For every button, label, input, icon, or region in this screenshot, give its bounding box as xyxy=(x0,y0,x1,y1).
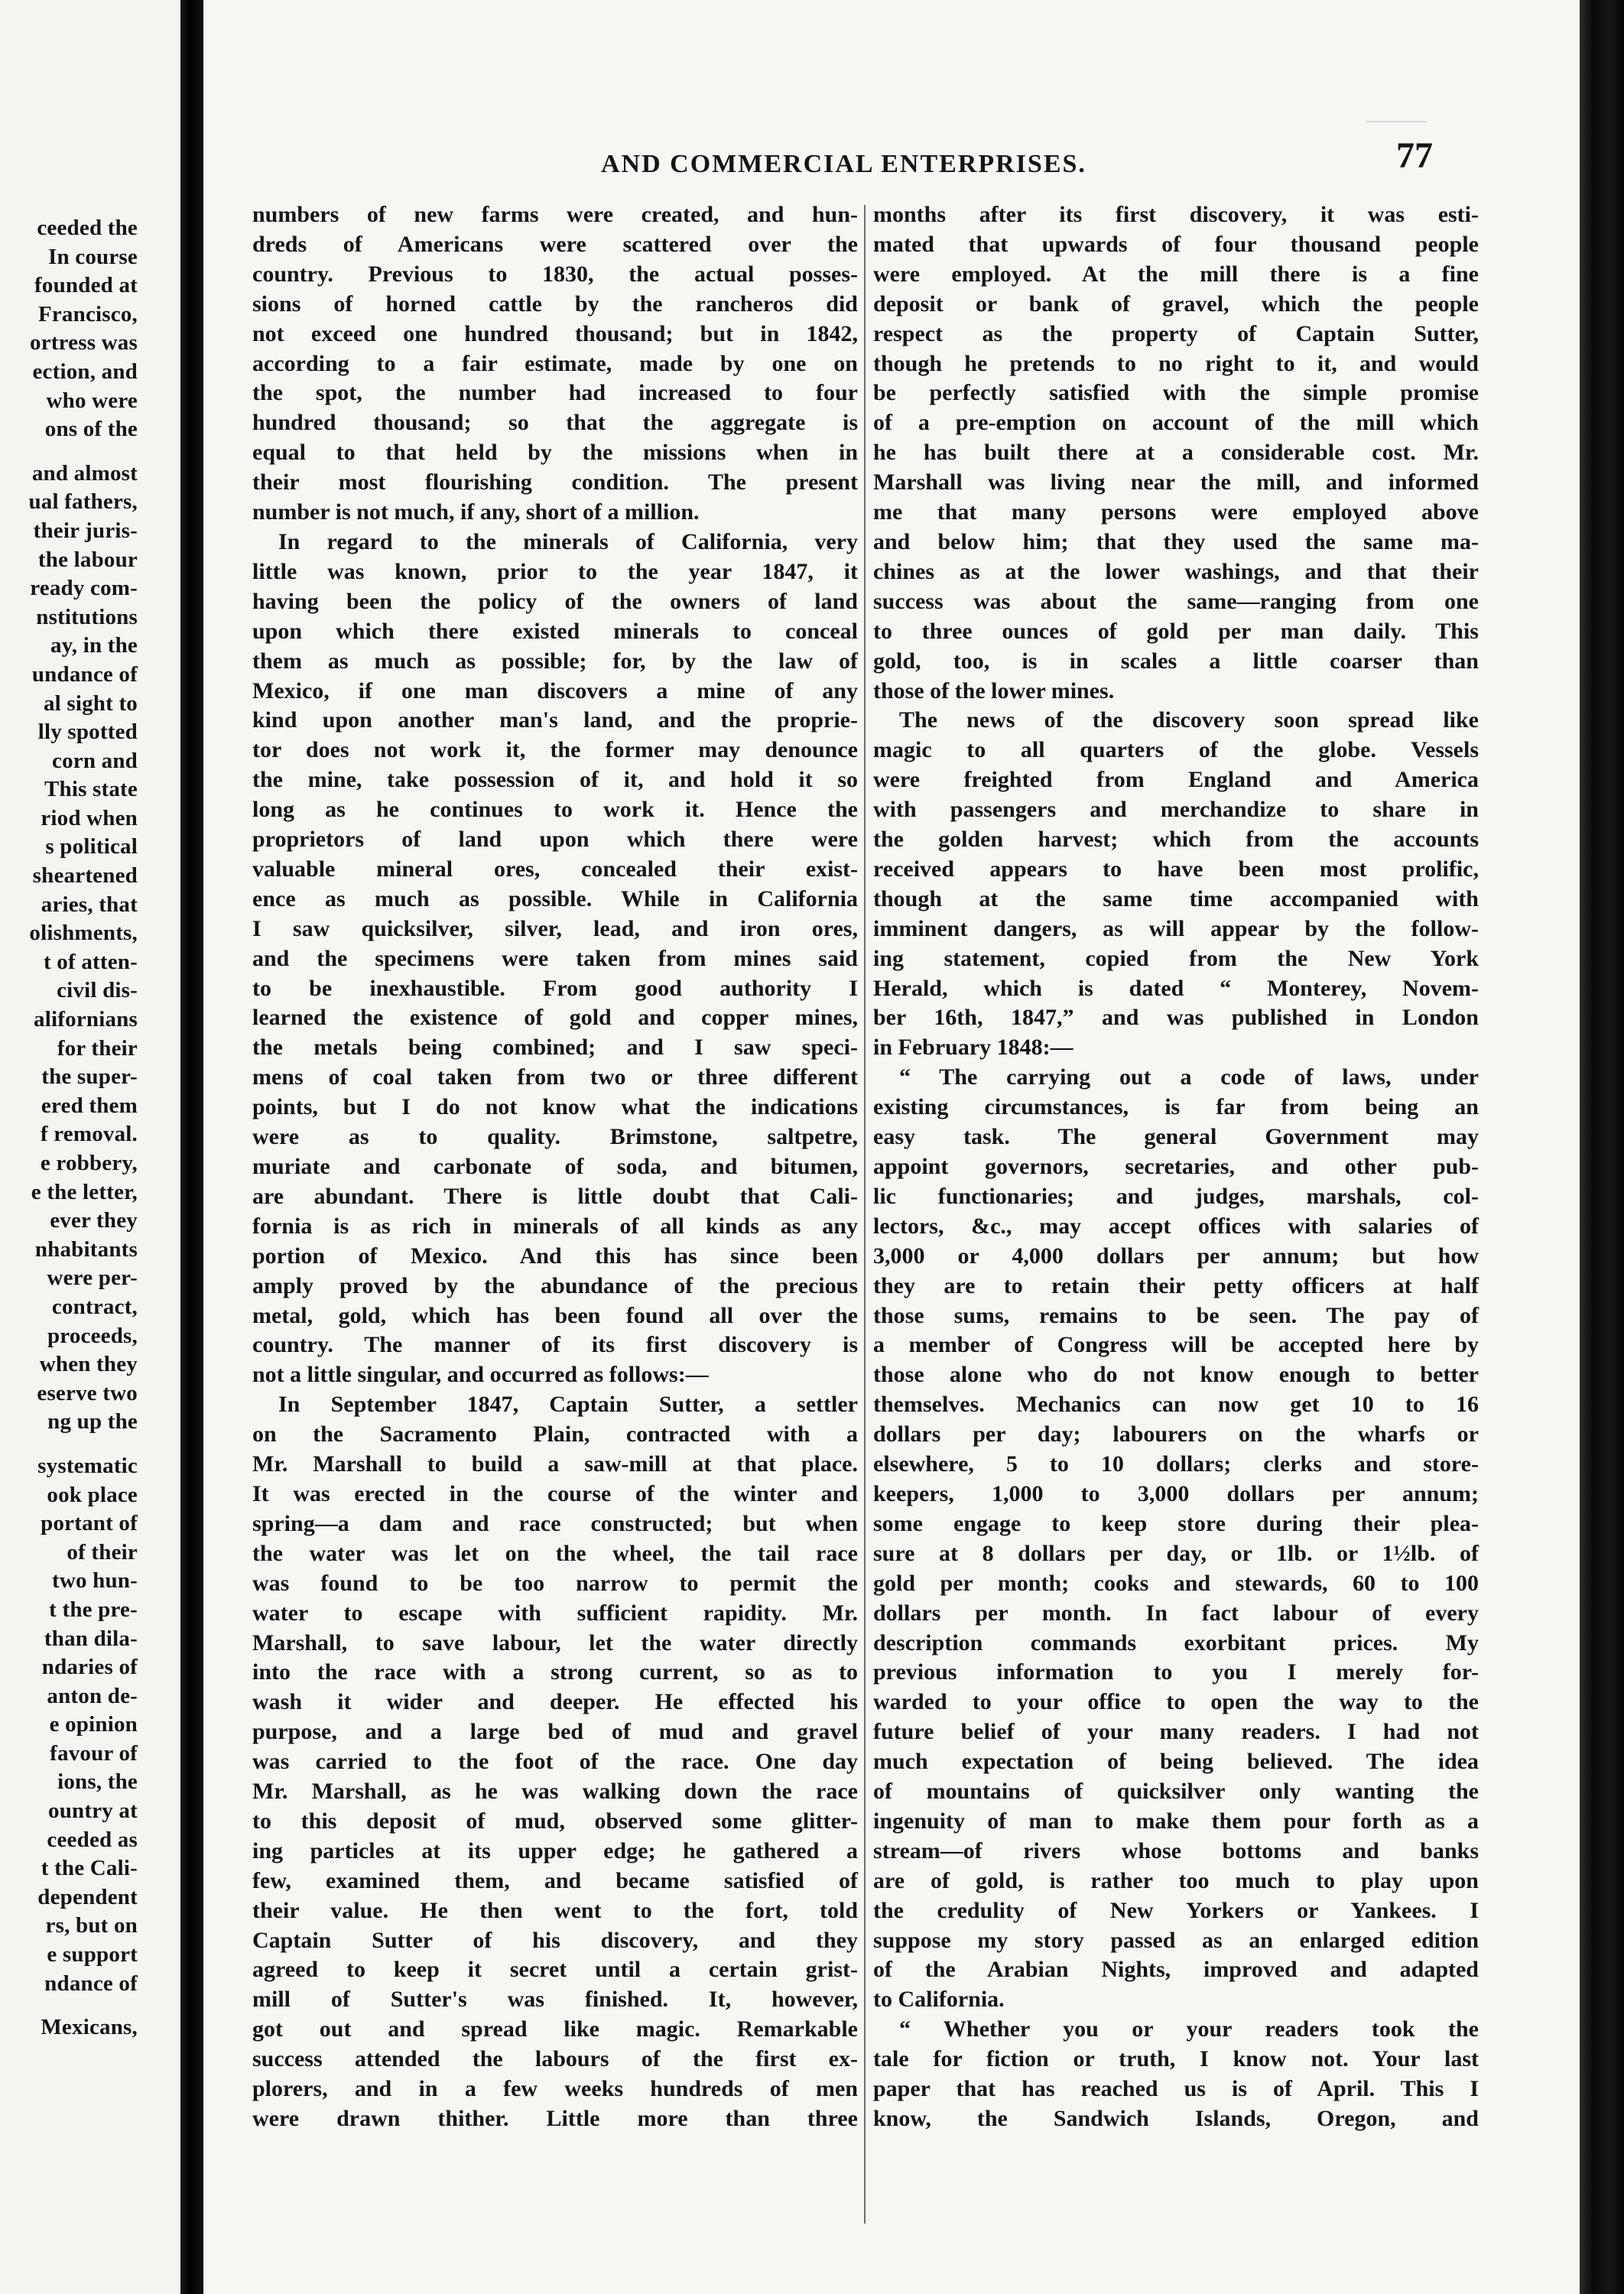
text-line: of a pre-emption on account of the mill which xyxy=(873,410,1479,436)
facing-page-line: proceeds, xyxy=(47,1323,138,1348)
text-line: previous information to you I merely for- xyxy=(873,1659,1479,1685)
facing-page-line: ndaries of xyxy=(41,1655,138,1680)
facing-page-line: and almost xyxy=(31,460,138,486)
text-line: dreds of Americans were scattered over the xyxy=(252,231,858,257)
facing-page-line: corn and xyxy=(52,748,138,773)
facing-page-fragment xyxy=(0,0,180,2294)
text-line: Marshall was living near the mill, and informed xyxy=(873,470,1479,496)
text-line: Mexico, if one man discovers a mine of any xyxy=(252,677,858,703)
text-line: of mountains of quicksilver only wanting the xyxy=(873,1779,1479,1805)
facing-page-line: anton de- xyxy=(47,1683,138,1708)
text-line: lic functionaries; and judges, marshals, col- xyxy=(873,1183,1479,1209)
facing-page-line: ered them xyxy=(41,1093,138,1118)
text-line: to three ounces of gold per man daily. This xyxy=(873,618,1479,644)
facing-page-line: Mexicans, xyxy=(41,2015,138,2040)
facing-page-line: e robbery, xyxy=(40,1151,138,1175)
facing-page-line: of their xyxy=(67,1539,138,1565)
facing-page-line: ual fathers, xyxy=(28,489,138,515)
text-line: lectors, &c., may accept offices with salaries of xyxy=(873,1213,1479,1239)
text-line: dollars per month. In fact labour of every xyxy=(873,1600,1479,1626)
page-number: 77 xyxy=(1396,135,1433,176)
text-line: Marshall, to save labour, let the water directly xyxy=(252,1630,858,1656)
text-line: their most flourishing condition. The present xyxy=(252,470,858,496)
text-line: existing circumstances, is far from being an xyxy=(873,1094,1479,1120)
column-divider-rule xyxy=(864,205,866,2224)
facing-page-line: s political xyxy=(45,834,138,859)
text-line: he has built there at a considerable cost. Mr. xyxy=(873,440,1479,466)
text-line: and below him; that they used the same ma- xyxy=(873,528,1479,554)
text-line: to this deposit of mud, observed some glitter- xyxy=(252,1808,858,1834)
text-line: plorers, and in a few weeks hundreds of men xyxy=(252,2076,858,2102)
text-line: ingenuity of man to make them pour forth as a xyxy=(873,1808,1479,1834)
text-line: elsewhere, 5 to 10 dollars; clerks and store- xyxy=(873,1451,1479,1477)
text-line: purpose, and a large bed of mud and gravel xyxy=(252,1719,858,1745)
facing-page-line: ndance of xyxy=(44,1971,138,1996)
text-line: the metals being combined; and I saw speci- xyxy=(252,1035,858,1061)
text-line: paper that has reached us is of April. This I xyxy=(873,2076,1479,2102)
text-line: little was known, prior to the year 1847, it xyxy=(252,558,858,584)
text-line: It was erected in the course of the winter and xyxy=(252,1480,858,1506)
text-line: hundred thousand; so that the aggregate is xyxy=(252,410,858,436)
text-line: The news of the discovery soon spread like xyxy=(899,707,1479,733)
facing-page-line: t the Cali- xyxy=(41,1856,138,1881)
text-line: those of the lower mines. xyxy=(873,677,1115,703)
text-line: 3,000 or 4,000 dollars per annum; but how xyxy=(873,1243,1479,1269)
text-line: In September 1847, Captain Sutter, a settler xyxy=(278,1392,858,1418)
facing-page-line: al sight to xyxy=(43,690,138,716)
facing-page-line: ortress was xyxy=(30,330,138,356)
text-line: number is not much, if any, short of a million. xyxy=(252,499,700,525)
text-line: and the specimens were taken from mines said xyxy=(252,945,858,971)
text-line: success was about the same—ranging from one xyxy=(873,588,1479,614)
facing-page-line: for their xyxy=(57,1035,138,1061)
facing-page-line: ceeded as xyxy=(47,1827,138,1852)
text-line: keepers, 1,000 to 3,000 dollars per annum; xyxy=(873,1480,1479,1506)
text-line: points, but I do not know what the indications xyxy=(252,1094,858,1120)
facing-page-line: f removal. xyxy=(40,1122,138,1147)
text-line: muriate and carbonate of soda, and bitumen, xyxy=(252,1154,858,1179)
text-line: kind upon another man's land, and the proprie- xyxy=(252,707,858,733)
text-line: the water was let on the wheel, the tail race xyxy=(252,1540,858,1566)
facing-page-line: ng up the xyxy=(47,1409,138,1435)
text-line: ing particles at its upper edge; he gathered a xyxy=(252,1837,858,1863)
facing-page-line: rs, but on xyxy=(45,1913,138,1938)
text-line: dollars per day; labourers on the wharfs or xyxy=(873,1422,1479,1448)
text-line: metal, gold, which has been found all over the xyxy=(252,1302,858,1328)
facing-page-line: ceeded the xyxy=(37,216,138,240)
text-line: amply proved by the abundance of the precious xyxy=(252,1272,858,1298)
text-line: learned the existence of gold and copper mines, xyxy=(252,1005,858,1031)
facing-page-line: ay, in the xyxy=(50,633,138,658)
facing-page-line: two hun- xyxy=(52,1568,138,1594)
text-line: their value. He then went to the fort, told xyxy=(252,1897,858,1923)
text-line: suppose my story passed as an enlarged edition xyxy=(873,1927,1479,1953)
text-column-right xyxy=(873,200,1479,2134)
facing-page-line: ountry at xyxy=(48,1798,138,1824)
text-line: according to a fair estimate, made by one on xyxy=(252,350,858,376)
facing-page-line: In course xyxy=(48,244,138,269)
text-line: description commands exorbitant prices. My xyxy=(873,1630,1479,1656)
text-line: tor does not work it, the former may denounce xyxy=(252,737,858,763)
text-line: wash it wider and deeper. He effected his xyxy=(252,1689,858,1715)
facing-page-line: the super- xyxy=(41,1064,138,1090)
facing-page-line: aries, that xyxy=(41,892,138,917)
text-line: much expectation of being believed. The idea xyxy=(873,1749,1479,1775)
text-line: numbers of new farms were created, and hun- xyxy=(252,202,858,227)
text-line: the golden harvest; which from the accounts xyxy=(873,827,1479,853)
facing-page-line: This state xyxy=(44,777,138,802)
text-line: Mr. Marshall, as he was walking down the race xyxy=(252,1779,858,1805)
text-line: were drawn thither. Little more than three xyxy=(252,2106,858,2131)
facing-page-line: nhabitants xyxy=(34,1236,138,1262)
text-line: I saw quicksilver, silver, lead, and iron ores, xyxy=(252,915,858,941)
facing-page-line: ection, and xyxy=(32,359,138,384)
facing-page-line: the labour xyxy=(37,547,138,572)
text-line: deposit or bank of gravel, which the people xyxy=(873,291,1479,317)
text-line: having been the policy of the owners of land xyxy=(252,588,858,614)
text-line: mill of Sutter's was finished. It, however, xyxy=(252,1987,858,2013)
facing-page-line: sheartened xyxy=(32,863,138,889)
text-line: equal to that held by the missions when in xyxy=(252,440,858,466)
facing-page-line: systematic xyxy=(37,1453,138,1478)
facing-page-line: riod when xyxy=(41,805,138,830)
text-line: upon which there existed minerals to conceal xyxy=(252,618,858,644)
text-line: success attended the labours of the first ex- xyxy=(252,2046,858,2072)
text-column-left xyxy=(252,200,858,2134)
facing-page-line: olishments, xyxy=(29,921,138,946)
text-line: though at the same time accompanied with xyxy=(873,885,1479,911)
text-line: stream—of rivers whose bottoms and banks xyxy=(873,1837,1479,1863)
text-line: not a little singular, and occurred as follows:— xyxy=(252,1362,709,1388)
text-line: the spot, the number had increased to four xyxy=(252,380,858,406)
facing-page-line: favour of xyxy=(50,1740,138,1766)
text-line: Mr. Marshall to build a saw-mill at that place. xyxy=(252,1451,858,1477)
text-line: long as he continues to work it. Hence the xyxy=(252,797,858,823)
facing-page-text-column xyxy=(0,214,138,2042)
text-line: gold per month; cooks and stewards, 60 to 100 xyxy=(873,1570,1479,1596)
text-line: a member of Congress will be accepted here by xyxy=(873,1332,1479,1358)
facing-page-line: e support xyxy=(47,1942,138,1967)
text-line: sions of horned cattle by the rancheros did xyxy=(252,291,858,317)
facing-page-line: ions, the xyxy=(57,1769,138,1795)
text-line: were employed. At the mill there is a fine xyxy=(873,261,1479,287)
text-line: water to escape with sufficient rapidity. Mr. xyxy=(252,1600,858,1626)
text-line: In regard to the minerals of California, very xyxy=(278,528,858,554)
text-line: appoint governors, secretaries, and other pub- xyxy=(873,1154,1479,1179)
facing-page-line: t the pre- xyxy=(49,1597,138,1622)
text-line: to California. xyxy=(873,1987,1005,2013)
running-header: AND COMMERCIAL ENTERPRISES. xyxy=(601,150,1086,178)
text-line: tale for fiction or truth, I know not. Your last xyxy=(873,2046,1479,2072)
text-line: Herald, which is dated “ Monterey, Novem- xyxy=(873,975,1479,1001)
facing-page-line: undance of xyxy=(31,661,138,687)
facing-page-line: ook place xyxy=(47,1482,138,1507)
facing-page-line: civil dis- xyxy=(57,978,138,1003)
facing-page-line: alifornians xyxy=(34,1007,138,1032)
text-line: to be inexhaustible. From good authority I xyxy=(252,975,858,1001)
text-line: on the Sacramento Plain, contracted with a xyxy=(252,1422,858,1448)
text-line: imminent dangers, as will appear by the follow- xyxy=(873,915,1479,941)
text-line: with passengers and merchandize to share in xyxy=(873,797,1479,823)
text-line: some engage to keep store during their plea- xyxy=(873,1510,1479,1536)
text-line: them as much as possible; for, by the law of xyxy=(252,648,858,674)
facing-page-line: were per- xyxy=(47,1266,138,1291)
text-line: valuable mineral ores, concealed their exist- xyxy=(252,856,858,882)
text-line: portion of Mexico. And this has since been xyxy=(252,1243,858,1269)
text-line: were as to quality. Brimstone, saltpetre, xyxy=(252,1124,858,1150)
text-line: ber 16th, 1847,” and was published in London xyxy=(873,1005,1479,1031)
text-line: Captain Sutter of his discovery, and they xyxy=(252,1927,858,1953)
text-line: country. Previous to 1830, the actual posses- xyxy=(252,261,858,287)
text-line: gold, too, is in scales a little coarser than xyxy=(873,648,1479,674)
text-line: fornia is as rich in minerals of all kinds as any xyxy=(252,1213,858,1239)
text-line: “ The carrying out a code of laws, under xyxy=(899,1064,1479,1090)
text-line: they are to retain their petty officers at half xyxy=(873,1272,1479,1298)
facing-page-line: Francisco, xyxy=(37,301,138,327)
text-line: not exceed one hundred thousand; but in 1842, xyxy=(252,320,858,346)
text-line: though he pretends to no right to it, and would xyxy=(873,350,1479,376)
text-line: warded to your office to open the way to the xyxy=(873,1689,1479,1715)
text-line: the mine, take possession of it, and hold it so xyxy=(252,767,858,793)
text-line: “ Whether you or your readers took the xyxy=(899,2016,1479,2042)
facing-page-line: eserve two xyxy=(37,1380,138,1405)
text-line: was found to be too narrow to permit the xyxy=(252,1570,858,1596)
facing-page-line: their juris- xyxy=(33,518,138,543)
facing-page-line: who were xyxy=(46,388,138,413)
facing-page-line: e opinion xyxy=(49,1712,138,1737)
text-line: are of gold, is rather too much to play upon xyxy=(873,1867,1479,1893)
text-line: into the race with a strong current, so as to xyxy=(252,1659,858,1685)
text-line: be perfectly satisfied with the simple promise xyxy=(873,380,1479,406)
text-line: received appears to have been most prolific, xyxy=(873,856,1479,882)
text-line: me that many persons were employed above xyxy=(873,499,1479,525)
text-line: ing statement, copied from the New York xyxy=(873,945,1479,971)
text-line: mens of coal taken from two or three different xyxy=(252,1064,858,1090)
text-line: themselves. Mechanics can now get 10 to 16 xyxy=(873,1392,1479,1418)
text-line: respect as the property of Captain Sutter, xyxy=(873,320,1479,346)
facing-page-line: t of atten- xyxy=(44,949,138,974)
facing-page-line: ons of the xyxy=(44,417,138,442)
facing-page-line: contract, xyxy=(51,1294,138,1319)
text-line: was carried to the foot of the race. One day xyxy=(252,1749,858,1775)
facing-page-line: dependent xyxy=(37,1884,138,1909)
facing-page-line: than dila- xyxy=(44,1626,138,1651)
text-line: future belief of your many readers. I had not xyxy=(873,1719,1479,1745)
text-line: magic to all quarters of the globe. Vessels xyxy=(873,737,1479,763)
text-line: sure at 8 dollars per day, or 1lb. or 1½lb. of xyxy=(873,1540,1479,1566)
text-line: are abundant. There is little doubt that Cali- xyxy=(252,1183,858,1209)
text-line: got out and spread like magic. Remarkable xyxy=(252,2016,858,2042)
book-gutter xyxy=(180,0,203,2294)
text-line: of the Arabian Nights, improved and adapted xyxy=(873,1957,1479,1983)
book-page xyxy=(203,0,1580,2294)
facing-page-line: e the letter, xyxy=(31,1179,138,1204)
text-line: months after its first discovery, it was esti- xyxy=(873,202,1479,227)
text-line: those alone who do not know enough to better xyxy=(873,1362,1479,1388)
facing-page-line: founded at xyxy=(34,273,138,298)
text-line: know, the Sandwich Islands, Oregon, and xyxy=(873,2106,1479,2131)
facing-page-line: portant of xyxy=(41,1511,138,1536)
text-line: the credulity of New Yorkers or Yankees. I xyxy=(873,1897,1479,1923)
facing-page-line: lly spotted xyxy=(37,720,138,745)
facing-page-line: nstitutions xyxy=(36,604,138,629)
text-line: those sums, remains to be seen. The pay of xyxy=(873,1302,1479,1328)
text-line: were freighted from England and America xyxy=(873,767,1479,793)
text-line: chines as at the lower washings, and that their xyxy=(873,558,1479,584)
text-line: ence as much as possible. While in California xyxy=(252,885,858,911)
text-line: few, examined them, and became satisfied of xyxy=(252,1867,858,1893)
text-line: agreed to keep it secret until a certain grist- xyxy=(252,1957,858,1983)
page-edge-shadow xyxy=(1580,0,1624,2294)
facing-page-line: ever they xyxy=(50,1208,138,1233)
facing-page-line: ready com- xyxy=(30,576,138,601)
text-line: country. The manner of its first discovery is xyxy=(252,1332,858,1358)
text-line: in February 1848:— xyxy=(873,1035,1073,1061)
text-line: spring—a dam and race constructed; but when xyxy=(252,1510,858,1536)
text-line: mated that upwards of four thousand people xyxy=(873,231,1479,257)
facing-page-line: when they xyxy=(39,1352,138,1377)
text-line: easy task. The general Government may xyxy=(873,1124,1479,1150)
text-line: proprietors of land upon which there were xyxy=(252,827,858,853)
